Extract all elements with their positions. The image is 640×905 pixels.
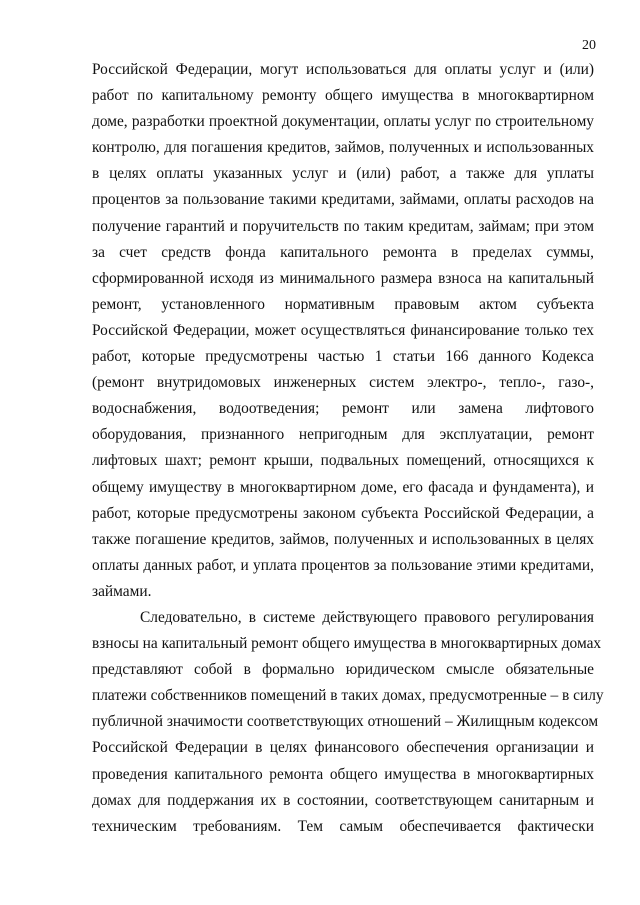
text-line: общему имуществу в многоквартирном доме, его фасада и фундамента), и (92, 478, 594, 496)
body-text (92, 57, 604, 840)
text-line: работ, которые предусмотрены частью 1 статьи 166 данного Кодекса (92, 348, 594, 366)
text-line: оплаты данных работ, и уплата процентов за пользование этими кредитами, (92, 556, 594, 574)
text-line: получение гарантий и поручительств по таким кредитам, займам; при этом (92, 217, 594, 235)
text-line: водоснабжения, водоотведения; ремонт или замена лифтового (92, 400, 594, 418)
text-line: работ, которые предусмотрены законом субъекта Российской Федерации, а (92, 504, 594, 522)
text-line: также погашение кредитов, займов, полученных и использованных в целях (92, 530, 594, 548)
text-line: представляют собой в формально юридическом смысле обязательные (92, 661, 594, 679)
text-line: платежи собственников помещений в таких домах, предусмотренные – в силу (92, 687, 604, 705)
text-line: техническим требованиям. Тем самым обеспечивается фактически (92, 817, 594, 835)
text-line: Следовательно, в системе действующего правового регулирования (140, 608, 594, 626)
text-line: сформированной исходя из минимального размера взноса на капитальный (92, 269, 594, 287)
text-line: проведения капитального ремонта общего имущества в многоквартирных (92, 765, 594, 783)
text-line: Российской Федерации, могут использоваться для оплаты услуг и (или) (92, 61, 594, 78)
text-line: за счет средств фонда капитального ремонта в пределах суммы, (92, 243, 594, 261)
text-line: займами. (92, 582, 152, 600)
text-line: контролю, для погашения кредитов, займов, полученных и использованных (92, 139, 594, 157)
text-line: лифтовых шахт; ремонт крыши, подвальных помещений, относящихся к (92, 452, 594, 470)
text-line: (ремонт внутридомовых инженерных систем электро-, тепло-, газо-, (92, 374, 594, 392)
page-number: 20 (582, 38, 596, 53)
text-line: оборудования, признанного непригодным для эксплуатации, ремонт (92, 426, 594, 444)
text-line: ремонт, установленного нормативным правовым актом субъекта (92, 295, 594, 313)
text-line: доме, разработки проектной документации, оплаты услуг по строительному (92, 113, 594, 131)
text-line: Российской Федерации в целях финансового обеспечения организации и (92, 739, 594, 757)
text-line: публичной значимости соответствующих отношений – Жилищным кодексом (92, 713, 599, 731)
text-line: взносы на капитальный ремонт общего имущества в многоквартирных домах (92, 635, 602, 653)
text-line: работ по капитальному ремонту общего имущества в многоквартирном (92, 87, 594, 105)
text-line: Российской Федерации, может осуществляться финансирование только тех (92, 321, 594, 339)
text-line: в целях оплаты указанных услуг и (или) работ, а также для уплаты (92, 165, 594, 183)
text-line: домах для поддержания их в состоянии, соответствующем санитарным и (92, 791, 594, 809)
text-line: процентов за пользование такими кредитами, займами, оплаты расходов на (92, 191, 594, 209)
